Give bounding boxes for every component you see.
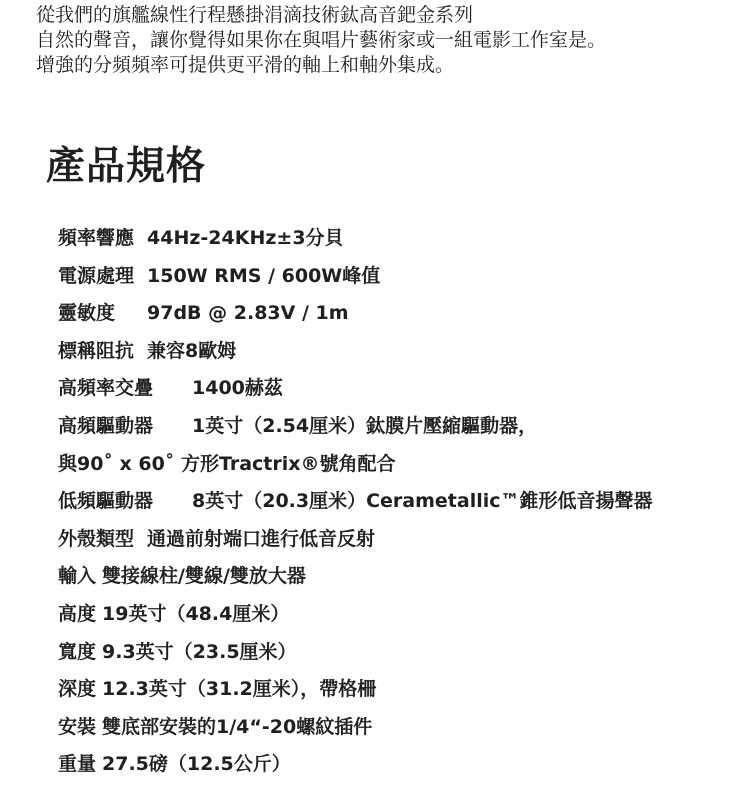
spec-row-input	[58, 558, 738, 596]
spec-label: 深度	[58, 678, 97, 701]
spec-row-hf-driver-continued	[58, 446, 738, 484]
spec-row-height	[58, 596, 738, 634]
intro-line-1: 從我們的旗艦線性行程懸掛涓滴技術鈦高音鈀金系列	[36, 4, 474, 26]
spec-list	[58, 220, 738, 784]
spec-label: 標稱阻抗	[58, 339, 135, 362]
spec-label: 外殼類型	[58, 527, 135, 550]
spec-value: 1400赫茲	[192, 377, 283, 400]
spec-row-mounting	[58, 709, 738, 747]
spec-value: 12.3英寸（31.2厘米），帶格柵	[102, 678, 377, 701]
spec-label: 低頻驅動器	[58, 490, 154, 513]
spec-label: 高度	[58, 602, 97, 625]
spec-value: 與90˚ x 60˚ 方形Tractrix®號角配合	[58, 452, 396, 475]
specs-title: 產品規格	[46, 144, 207, 189]
spec-label: 安裝	[58, 715, 97, 738]
spec-label: 寬度	[58, 640, 97, 663]
spec-row-frequency-response	[58, 220, 738, 258]
spec-value: 97dB @ 2.83V / 1m	[147, 302, 349, 325]
spec-row-hf-driver	[58, 408, 738, 446]
spec-row-sensitivity	[58, 295, 738, 333]
spec-label: 頻率響應	[58, 227, 135, 249]
spec-value: 150W RMS / 600W峰值	[147, 264, 381, 287]
spec-row-depth	[58, 671, 738, 709]
spec-label: 電源處理	[58, 264, 135, 287]
spec-row-power-handling	[58, 258, 738, 296]
spec-value: 兼容8歐姆	[147, 339, 237, 362]
spec-label: 靈敏度	[58, 302, 116, 325]
spec-label: 高頻率交疊	[58, 377, 154, 400]
spec-label: 高頻驅動器	[58, 414, 154, 437]
spec-row-impedance	[58, 333, 738, 371]
spec-value: 1英寸（2.54厘米）鈦膜片壓縮驅動器，	[192, 414, 538, 437]
spec-row-crossover	[58, 370, 738, 408]
spec-value: 9.3英寸（23.5厘米）	[102, 640, 297, 663]
spec-value: 8英寸（20.3厘米）Cerametallic™錐形低音揚聲器	[192, 490, 653, 513]
spec-label: 重量	[58, 753, 97, 776]
spec-value: 通過前射端口進行低音反射	[147, 527, 376, 550]
spec-row-lf-driver	[58, 483, 738, 521]
spec-value: 44Hz-24KHz±3分貝	[147, 227, 344, 249]
intro-text	[36, 3, 736, 78]
spec-value: 雙接線柱/雙線/雙放大器	[102, 565, 306, 588]
spec-value: 雙底部安裝的1/4“-20螺紋插件	[102, 715, 373, 738]
intro-line-3: 增強的分頻頻率可提供更平滑的軸上和軸外集成。	[36, 54, 455, 76]
spec-row-weight	[58, 746, 738, 784]
spec-label: 輸入	[58, 565, 97, 588]
spec-row-width	[58, 634, 738, 672]
spec-value: 19英寸（48.4厘米）	[102, 602, 290, 625]
spec-row-enclosure	[58, 521, 738, 559]
spec-value: 27.5磅（12.5公斤）	[102, 753, 291, 776]
intro-line-2: 自然的聲音，讓你覺得如果你在與唱片藝術家或一組電影工作室是。	[36, 29, 607, 51]
